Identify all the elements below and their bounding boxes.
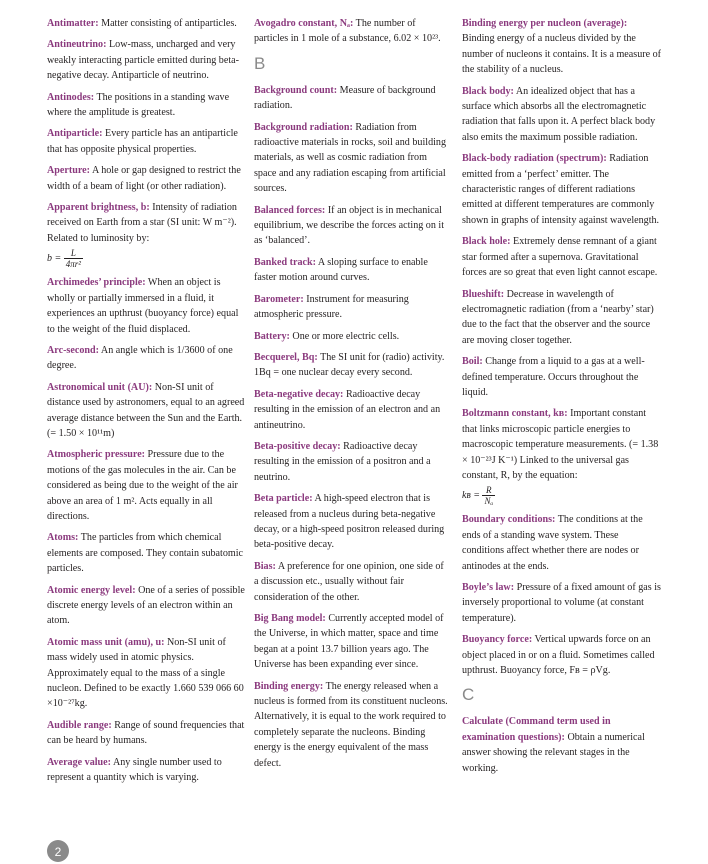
formula-numerator: R xyxy=(482,485,495,496)
brightness-formula xyxy=(47,248,247,269)
glossary-term: Antimatter: xyxy=(47,18,99,29)
glossary-term: Black-body radiation (spectrum): xyxy=(462,153,607,165)
glossary-definition: One of a series of possible discrete energy levels of an electron within an atom. xyxy=(47,584,245,627)
glossary-definition: Every particle has an antiparticle that has opposite physical properties. xyxy=(47,128,238,155)
glossary-entry xyxy=(254,611,450,673)
glossary-entry xyxy=(254,679,450,771)
glossary-definition: Obtain a numerical answer showing the relevant stages in the working. xyxy=(462,731,645,774)
glossary-definition: Non-SI unit of mass widely used in atomic physics. Approximately equal to the mass of a single nucleon. Defined to be exactly 1.660 539 066 60 ×10⁻²⁷kg. xyxy=(47,636,244,710)
glossary-definition: Radioactive decay resulting in the emission of a positron and a neutrino. xyxy=(254,440,431,483)
glossary-definition: If an object is in mechanical equilibrium, we describe the forces acting on it as ‘balanced’. xyxy=(254,204,445,247)
glossary-entry xyxy=(254,491,450,553)
glossary-term: Background count: xyxy=(254,84,338,96)
glossary-entry xyxy=(462,287,662,349)
glossary-column-1 xyxy=(47,16,247,791)
glossary-entry xyxy=(462,406,662,506)
glossary-term: Apparent brightness, b: xyxy=(47,202,150,214)
boltzmann-formula xyxy=(462,485,662,506)
glossary-definition: Extremely dense remnant of a giant star formed after a supernova. Gravitational forces are so great that even light cannot escape. xyxy=(462,236,658,279)
glossary-entry xyxy=(462,354,662,400)
glossary-term: Avogadro constant, Nₐ: xyxy=(254,18,354,29)
glossary-term: Background radiation: xyxy=(254,121,353,133)
glossary-term: Big Bang model: xyxy=(254,613,326,624)
glossary-definition: One or more electric cells. xyxy=(289,330,400,342)
glossary-definition: Currently accepted model of the Universe, in which matter, space and time began at a point 13.7 billion years ago. The Universe has been expanding ever since. xyxy=(254,613,444,671)
glossary-entry xyxy=(254,329,450,344)
formula-lhs: kʙ = xyxy=(462,490,480,502)
glossary-entry xyxy=(47,530,247,576)
glossary-term: Beta particle: xyxy=(254,493,313,505)
glossary-entry xyxy=(462,84,662,146)
glossary-definition: An angle which is 1/3600 of one degree. xyxy=(47,344,233,372)
glossary-definition: The energy released when a nucleus is formed from its constituent nucleons. Alternatively, it is equal to the work required to completely separate the nucleons. Binding energy is the energy equivalent of the mass defect. xyxy=(254,680,448,769)
glossary-definition: The particles from which chemical elements are composed. They contain subatomic particles. xyxy=(47,532,244,575)
glossary-definition: Instrument for measuring atmospheric pressure. xyxy=(254,293,409,321)
glossary-definition: A preference for one opinion, one side of a discussion etc., usually without fair consideration of the other. xyxy=(254,560,444,603)
glossary-entry xyxy=(47,343,247,374)
glossary-definition: Measure of background radiation. xyxy=(254,84,436,112)
glossary-term: Boyle’s law: xyxy=(462,582,515,593)
glossary-term: Aperture: xyxy=(47,165,90,177)
formula-numerator: L xyxy=(64,248,83,259)
glossary-definition: Intensity of radiation received on Earth from a star (SI unit: W m⁻²). Related to luminosity by: xyxy=(47,202,237,244)
glossary-term: Average value: xyxy=(47,756,111,768)
glossary-entry xyxy=(47,718,247,749)
glossary-entry xyxy=(254,83,450,114)
glossary-definition: Low-mass, uncharged and very weakly interacting particle emitted during beta-negative decay. Antiparticle of neutrino. xyxy=(47,39,239,82)
glossary-definition: Radiation emitted from a ‘perfect’ emitter. The characteristic ranges of different radiations emitted at different temperatures are commonly shown in graphs of intensity against wavelength. xyxy=(462,153,660,226)
glossary-term: Arc-second: xyxy=(47,344,99,356)
glossary-entry xyxy=(47,163,247,194)
glossary-entry xyxy=(254,120,450,197)
glossary-definition: Radiation from radioactive materials in rocks, soil and building materials, as well as cosmic radiation from space and any radiation escaping from artificial sources. xyxy=(254,121,447,195)
glossary-term: Antiparticle: xyxy=(47,128,103,140)
glossary-entry xyxy=(47,90,247,121)
glossary-entry xyxy=(254,203,450,249)
glossary-term: Balanced forces: xyxy=(254,204,326,216)
glossary-entry xyxy=(462,714,662,776)
formula-fraction xyxy=(482,485,495,506)
glossary-term: Archimedes’ principle: xyxy=(47,277,146,289)
glossary-term: Antinodes: xyxy=(47,91,95,103)
glossary-entry xyxy=(254,559,450,605)
glossary-entry xyxy=(254,350,450,381)
glossary-term: Beta-positive decay: xyxy=(254,440,341,452)
glossary-definition: Pressure due to the motions of the gas molecules in the air. Can be considered as being due to the weight of the air above an area of 1 m². Acts equally in all directions. xyxy=(47,449,238,522)
glossary-term: Blueshift: xyxy=(462,288,505,300)
glossary-entry xyxy=(47,275,247,337)
glossary-entry xyxy=(47,635,247,712)
glossary-entry xyxy=(254,255,450,286)
glossary-definition: Important constant that links microscopic particle energies to macroscopic temperature measurements. (= 1.38 × 10⁻²³J K⁻¹) Linked to the universal gas constant, R, by the equation: xyxy=(462,408,659,481)
glossary-entry xyxy=(462,234,662,280)
glossary-term: Binding energy per nucleon (average): xyxy=(462,18,628,29)
glossary-term: Boil: xyxy=(462,356,483,368)
formula-denominator: Nₐ xyxy=(484,496,494,507)
glossary-entry xyxy=(254,439,450,485)
section-letter-c: C xyxy=(462,685,475,705)
glossary-column-2 xyxy=(254,16,450,777)
glossary-entry xyxy=(47,755,247,786)
glossary-entry xyxy=(47,583,247,629)
glossary-term: Atoms: xyxy=(47,532,79,544)
glossary-definition: Decrease in wavelength of electromagnetic radiation (from a ‘nearby’ star) due to the fact that the observer and the source are moving closer together. xyxy=(462,288,654,346)
glossary-definition: Binding energy of a nucleus divided by the number of nucleons it contains. It is a measure of the stability of a nucleus. xyxy=(462,33,662,76)
glossary-term: Atomic energy level: xyxy=(47,584,136,596)
glossary-term: Buoyancy force: xyxy=(462,634,533,646)
glossary-term: Bias: xyxy=(254,560,276,572)
glossary-entry xyxy=(47,380,247,442)
glossary-term: Boltzmann constant, kʙ: xyxy=(462,408,568,420)
glossary-entry xyxy=(254,387,450,433)
page-number: 2 xyxy=(47,840,69,862)
glossary-term: Banked track: xyxy=(254,256,316,268)
glossary-entry xyxy=(462,151,662,228)
glossary-term: Calculate (Command term used in examination questions): xyxy=(462,716,611,743)
formula-fraction xyxy=(64,248,83,269)
glossary-definition: The positions in a standing wave where the amplitude is greatest. xyxy=(47,91,230,119)
glossary-definition: Change from a liquid to a gas at a well-defined temperature. Occurs throughout the liquid. xyxy=(462,356,645,398)
formula-lhs: b = xyxy=(47,253,62,265)
glossary-entry xyxy=(254,16,450,47)
glossary-entry xyxy=(47,126,247,157)
glossary-entry xyxy=(47,37,247,83)
glossary-entry xyxy=(47,447,247,524)
glossary-definition: Vertical upwards force on an object placed in or on a fluid. Sometimes called upthrust. Buoyancy force, Fʙ = ρVg. xyxy=(462,634,655,677)
section-letter-b: B xyxy=(254,53,266,73)
formula-denominator: 4πr² xyxy=(65,259,81,270)
glossary-definition: A high-speed electron that is released from a nucleus during beta-negative decay, or a high-speed positron released during beta-positive decay. xyxy=(254,493,445,551)
glossary-entry xyxy=(462,580,662,626)
glossary-definition: An idealized object that has a surface which absorbs all the electromagnetic radiation that falls upon it. A perfect black body also emits the maximum possible radiation. xyxy=(462,85,656,143)
glossary-definition: The conditions at the ends of a standing wave system. These conditions affect whether there are nodes or antinodes at the ends. xyxy=(462,514,643,572)
glossary-definition: A sloping surface to enable faster motion around curves. xyxy=(254,256,428,284)
glossary-term: Atmospheric pressure: xyxy=(47,449,146,461)
glossary-column-3 xyxy=(462,16,662,782)
glossary-entry xyxy=(462,512,662,574)
glossary-definition: The number of particles in 1 mole of a substance, 6.02 × 10²³. xyxy=(254,18,441,45)
glossary-term: Becquerel, Bq: xyxy=(254,351,318,363)
glossary-definition: Radioactive decay resulting in the emission of an electron and an antineutrino. xyxy=(254,388,441,431)
glossary-entry xyxy=(462,632,662,678)
glossary-definition: When an object is wholly or partially immersed in a fluid, it experiences an upthrust (buoyancy force) equal to the weight of the fluid displaced. xyxy=(47,277,239,335)
glossary-entry xyxy=(254,292,450,323)
glossary-entry xyxy=(47,200,247,269)
glossary-definition: Any single number used to represent a quantity which is varying. xyxy=(47,756,222,784)
glossary-term: Binding energy: xyxy=(254,680,324,692)
glossary-definition: Range of sound frequencies that can be heard by humans. xyxy=(47,719,245,747)
glossary-term: Beta-negative decay: xyxy=(254,388,344,400)
glossary-term: Audible range: xyxy=(47,719,112,731)
glossary-entry xyxy=(462,16,662,78)
glossary-definition: The SI unit for (radio) activity. 1Bq = one nuclear decay every second. xyxy=(254,351,445,379)
glossary-term: Battery: xyxy=(254,330,290,342)
glossary-term: Black body: xyxy=(462,85,514,97)
glossary-term: Barometer: xyxy=(254,293,304,305)
glossary-term: Antineutrino: xyxy=(47,39,107,51)
glossary-definition: A hole or gap designed to restrict the width of a beam of light (or other radiation). xyxy=(47,165,241,192)
glossary-entry xyxy=(47,16,247,31)
glossary-definition: Non-SI unit of distance used by astronomers, equal to an agreed average distance between the Sun and the Earth. (= 1.50 × 10¹¹m) xyxy=(47,381,245,439)
glossary-definition: Matter consisting of antiparticles. xyxy=(98,18,237,29)
glossary-term: Atomic mass unit (amu), u: xyxy=(47,636,165,648)
glossary-term: Boundary conditions: xyxy=(462,514,556,526)
glossary-term: Black hole: xyxy=(462,236,511,248)
glossary-definition: Pressure of a fixed amount of gas is inversely proportional to volume (at constant temperature). xyxy=(462,582,661,624)
glossary-term: Astronomical unit (AU): xyxy=(47,381,153,393)
